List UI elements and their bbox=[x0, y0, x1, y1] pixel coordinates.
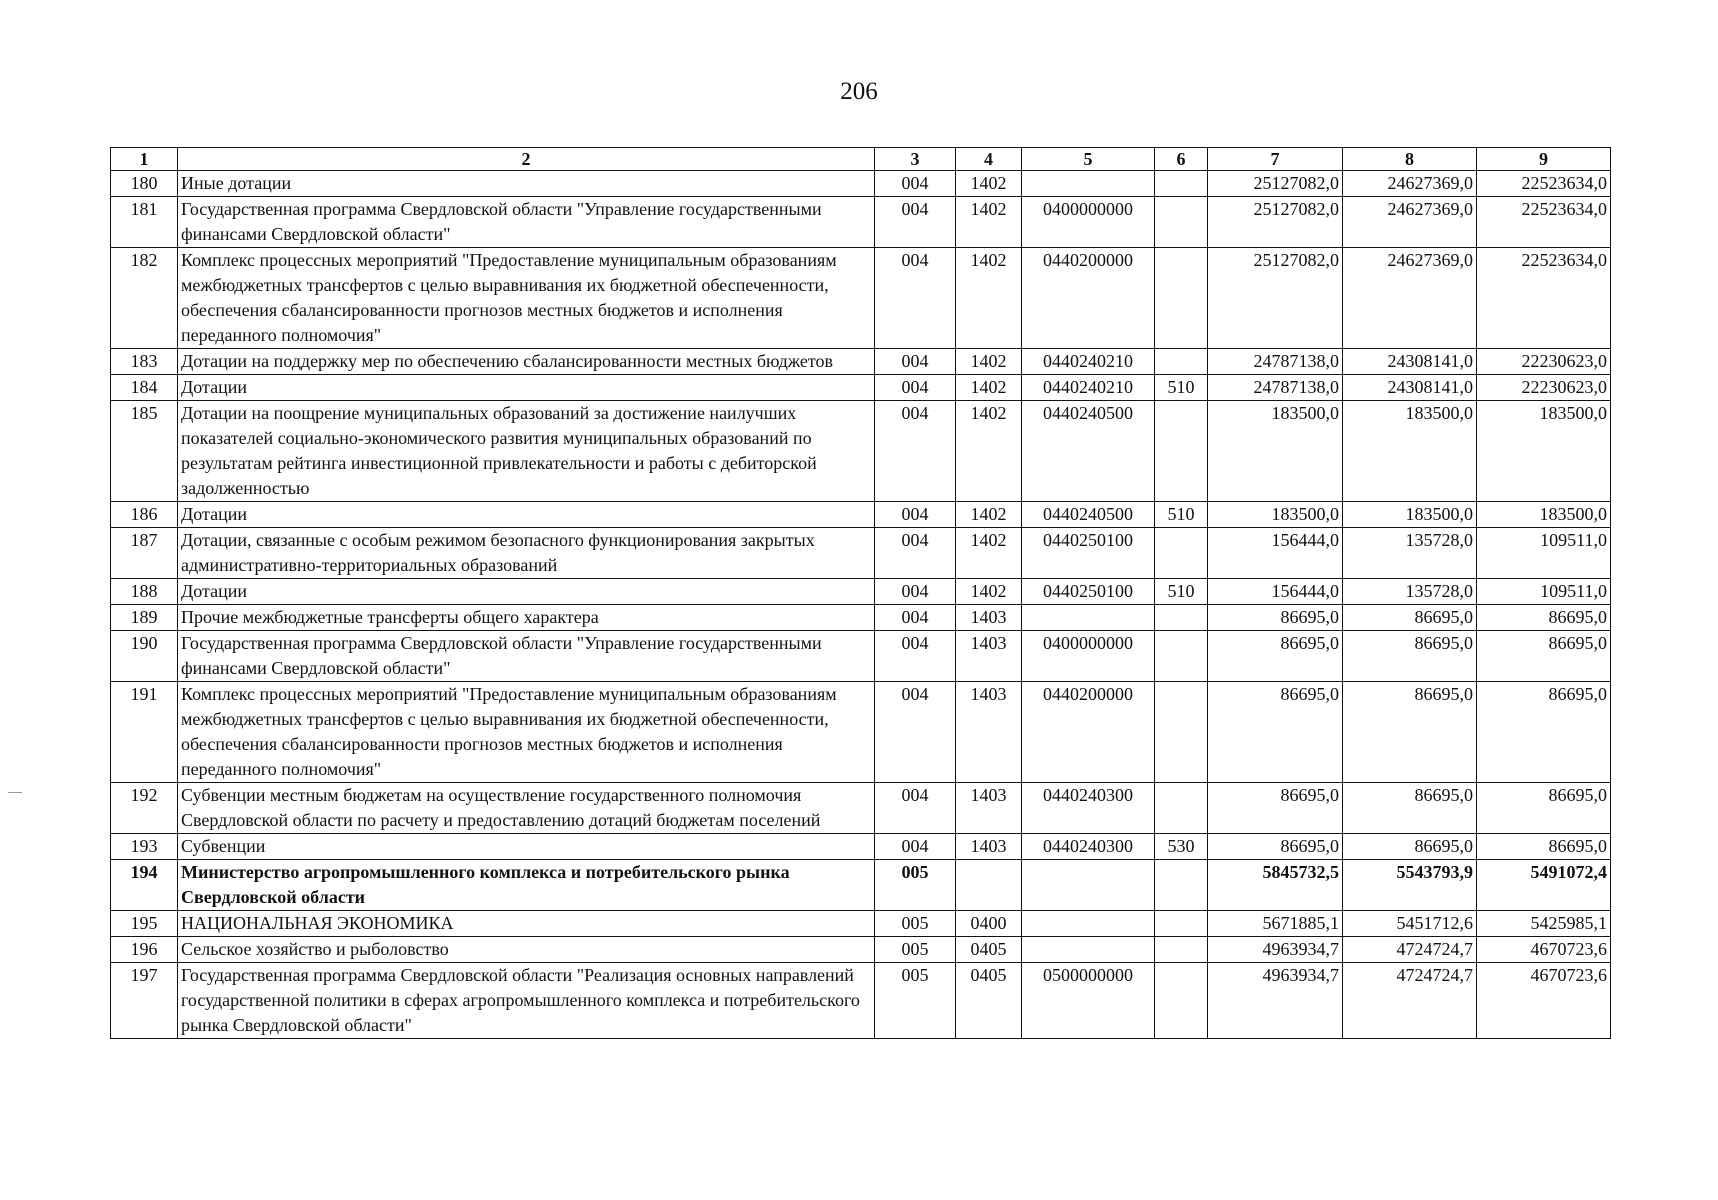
expense-type-code: 510 bbox=[1155, 579, 1208, 605]
ministry-code: 004 bbox=[875, 401, 956, 502]
amount-col-7: 86695,0 bbox=[1208, 834, 1343, 860]
target-article-code: 0440200000 bbox=[1022, 682, 1155, 783]
amount-col-7: 183500,0 bbox=[1208, 401, 1343, 502]
table-row bbox=[111, 860, 1611, 911]
amount-col-8: 4724724,7 bbox=[1343, 937, 1477, 963]
table-header-row bbox=[111, 148, 1611, 171]
amount-col-7: 24787138,0 bbox=[1208, 375, 1343, 401]
table-row bbox=[111, 248, 1611, 349]
amount-col-7: 86695,0 bbox=[1208, 631, 1343, 682]
table-row bbox=[111, 502, 1611, 528]
amount-col-9: 183500,0 bbox=[1477, 502, 1611, 528]
amount-col-9: 5491072,4 bbox=[1477, 860, 1611, 911]
table-row bbox=[111, 579, 1611, 605]
column-header-5: 5 bbox=[1022, 148, 1155, 171]
section-code: 1403 bbox=[956, 783, 1022, 834]
amount-col-7: 25127082,0 bbox=[1208, 197, 1343, 248]
table-row bbox=[111, 631, 1611, 682]
row-number: 187 bbox=[111, 528, 178, 579]
expense-type-code: 510 bbox=[1155, 375, 1208, 401]
amount-col-9: 86695,0 bbox=[1477, 834, 1611, 860]
section-code: 1402 bbox=[956, 197, 1022, 248]
table-row bbox=[111, 528, 1611, 579]
amount-col-8: 86695,0 bbox=[1343, 783, 1477, 834]
row-number: 181 bbox=[111, 197, 178, 248]
ministry-code: 005 bbox=[875, 963, 956, 1039]
expense-type-code bbox=[1155, 528, 1208, 579]
amount-col-8: 86695,0 bbox=[1343, 682, 1477, 783]
ministry-code: 004 bbox=[875, 502, 956, 528]
target-article-code: 0440240210 bbox=[1022, 349, 1155, 375]
row-name: Комплекс процессных мероприятий "Предоставление муниципальным образованиям межбюджетных трансфертов с целью выравнивания их бюджетной обеспеченности, обеспечения сбалансированности прогнозов местных бюджетов и исполнения переданного полномочия" bbox=[178, 248, 875, 349]
section-code: 1403 bbox=[956, 682, 1022, 783]
target-article-code bbox=[1022, 171, 1155, 197]
expense-type-code: 510 bbox=[1155, 502, 1208, 528]
ministry-code: 004 bbox=[875, 579, 956, 605]
ministry-code: 004 bbox=[875, 605, 956, 631]
ministry-code: 004 bbox=[875, 783, 956, 834]
ministry-code: 005 bbox=[875, 911, 956, 937]
row-name: Прочие межбюджетные трансферты общего характера bbox=[178, 605, 875, 631]
expense-type-code bbox=[1155, 197, 1208, 248]
section-code bbox=[956, 860, 1022, 911]
section-code: 1403 bbox=[956, 631, 1022, 682]
row-name: Субвенции bbox=[178, 834, 875, 860]
section-code: 1402 bbox=[956, 349, 1022, 375]
amount-col-9: 22230623,0 bbox=[1477, 375, 1611, 401]
amount-col-8: 183500,0 bbox=[1343, 401, 1477, 502]
ministry-code: 004 bbox=[875, 834, 956, 860]
target-article-code: 0400000000 bbox=[1022, 197, 1155, 248]
row-name: Дотации bbox=[178, 375, 875, 401]
section-code: 1402 bbox=[956, 171, 1022, 197]
table-row bbox=[111, 171, 1611, 197]
amount-col-8: 24627369,0 bbox=[1343, 248, 1477, 349]
section-code: 1402 bbox=[956, 528, 1022, 579]
row-number: 190 bbox=[111, 631, 178, 682]
ministry-code: 004 bbox=[875, 349, 956, 375]
row-number: 196 bbox=[111, 937, 178, 963]
amount-col-7: 86695,0 bbox=[1208, 605, 1343, 631]
target-article-code: 0440250100 bbox=[1022, 579, 1155, 605]
table-row bbox=[111, 911, 1611, 937]
budget-table bbox=[110, 147, 1611, 1039]
row-number: 194 bbox=[111, 860, 178, 911]
amount-col-9: 109511,0 bbox=[1477, 528, 1611, 579]
amount-col-9: 4670723,6 bbox=[1477, 963, 1611, 1039]
amount-col-9: 183500,0 bbox=[1477, 401, 1611, 502]
section-code: 1402 bbox=[956, 579, 1022, 605]
table-row bbox=[111, 375, 1611, 401]
column-header-9: 9 bbox=[1477, 148, 1611, 171]
column-header-6: 6 bbox=[1155, 148, 1208, 171]
expense-type-code bbox=[1155, 682, 1208, 783]
expense-type-code: 530 bbox=[1155, 834, 1208, 860]
amount-col-8: 24308141,0 bbox=[1343, 375, 1477, 401]
expense-type-code bbox=[1155, 783, 1208, 834]
expense-type-code bbox=[1155, 631, 1208, 682]
target-article-code: 0500000000 bbox=[1022, 963, 1155, 1039]
row-name: Комплекс процессных мероприятий "Предоставление муниципальным образованиям межбюджетных трансфертов с целью выравнивания их бюджетной обеспеченности, обеспечения сбалансированности прогнозов местных бюджетов и исполнения переданного полномочия" bbox=[178, 682, 875, 783]
amount-col-8: 183500,0 bbox=[1343, 502, 1477, 528]
section-code: 0405 bbox=[956, 937, 1022, 963]
amount-col-7: 183500,0 bbox=[1208, 502, 1343, 528]
row-number: 186 bbox=[111, 502, 178, 528]
amount-col-7: 5671885,1 bbox=[1208, 911, 1343, 937]
row-name: Государственная программа Свердловской области "Управление государственными финансами Свердловской области" bbox=[178, 197, 875, 248]
row-number: 189 bbox=[111, 605, 178, 631]
row-name: Государственная программа Свердловской области "Реализация основных направлений государственной политики в сферах агропромышленного комплекса и потребительского рынка Свердловской области" bbox=[178, 963, 875, 1039]
amount-col-9: 22230623,0 bbox=[1477, 349, 1611, 375]
ministry-code: 004 bbox=[875, 248, 956, 349]
amount-col-7: 86695,0 bbox=[1208, 682, 1343, 783]
amount-col-8: 86695,0 bbox=[1343, 605, 1477, 631]
section-code: 1402 bbox=[956, 375, 1022, 401]
row-number: 180 bbox=[111, 171, 178, 197]
row-number: 193 bbox=[111, 834, 178, 860]
section-code: 1403 bbox=[956, 834, 1022, 860]
column-header-3: 3 bbox=[875, 148, 956, 171]
amount-col-7: 24787138,0 bbox=[1208, 349, 1343, 375]
row-number: 182 bbox=[111, 248, 178, 349]
row-name: Дотации, связанные с особым режимом безопасного функционирования закрытых административно-территориальных образований bbox=[178, 528, 875, 579]
row-name: Государственная программа Свердловской области "Управление государственными финансами Свердловской области" bbox=[178, 631, 875, 682]
expense-type-code bbox=[1155, 248, 1208, 349]
section-code: 1403 bbox=[956, 605, 1022, 631]
amount-col-7: 25127082,0 bbox=[1208, 248, 1343, 349]
row-number: 192 bbox=[111, 783, 178, 834]
ministry-code: 004 bbox=[875, 197, 956, 248]
amount-col-9: 22523634,0 bbox=[1477, 248, 1611, 349]
expense-type-code bbox=[1155, 911, 1208, 937]
table-row bbox=[111, 937, 1611, 963]
target-article-code: 0440240500 bbox=[1022, 401, 1155, 502]
target-article-code: 0440240210 bbox=[1022, 375, 1155, 401]
page-number: 206 bbox=[840, 78, 878, 105]
amount-col-9: 5425985,1 bbox=[1477, 911, 1611, 937]
amount-col-9: 86695,0 bbox=[1477, 631, 1611, 682]
amount-col-7: 25127082,0 bbox=[1208, 171, 1343, 197]
table-row bbox=[111, 682, 1611, 783]
column-header-8: 8 bbox=[1343, 148, 1477, 171]
amount-col-9: 109511,0 bbox=[1477, 579, 1611, 605]
amount-col-7: 4963934,7 bbox=[1208, 937, 1343, 963]
amount-col-9: 86695,0 bbox=[1477, 605, 1611, 631]
row-name: Субвенции местным бюджетам на осуществление государственного полномочия Свердловской области по расчету и предоставлению дотаций бюджетам поселений bbox=[178, 783, 875, 834]
row-number: 195 bbox=[111, 911, 178, 937]
amount-col-8: 24627369,0 bbox=[1343, 197, 1477, 248]
scan-artifact-mark bbox=[8, 792, 22, 793]
section-code: 0405 bbox=[956, 963, 1022, 1039]
expense-type-code bbox=[1155, 963, 1208, 1039]
amount-col-7: 156444,0 bbox=[1208, 528, 1343, 579]
expense-type-code bbox=[1155, 401, 1208, 502]
row-number: 188 bbox=[111, 579, 178, 605]
row-number: 184 bbox=[111, 375, 178, 401]
table-row bbox=[111, 783, 1611, 834]
target-article-code: 0440250100 bbox=[1022, 528, 1155, 579]
amount-col-8: 5543793,9 bbox=[1343, 860, 1477, 911]
column-header-7: 7 bbox=[1208, 148, 1343, 171]
target-article-code: 0440240300 bbox=[1022, 834, 1155, 860]
row-number: 197 bbox=[111, 963, 178, 1039]
row-name: Иные дотации bbox=[178, 171, 875, 197]
ministry-code: 005 bbox=[875, 937, 956, 963]
expense-type-code bbox=[1155, 860, 1208, 911]
table-row bbox=[111, 834, 1611, 860]
amount-col-8: 4724724,7 bbox=[1343, 963, 1477, 1039]
amount-col-7: 4963934,7 bbox=[1208, 963, 1343, 1039]
target-article-code: 0440240300 bbox=[1022, 783, 1155, 834]
expense-type-code bbox=[1155, 349, 1208, 375]
amount-col-8: 24627369,0 bbox=[1343, 171, 1477, 197]
table-body bbox=[111, 171, 1611, 1039]
amount-col-8: 5451712,6 bbox=[1343, 911, 1477, 937]
amount-col-8: 24308141,0 bbox=[1343, 349, 1477, 375]
table-row bbox=[111, 963, 1611, 1039]
expense-type-code bbox=[1155, 171, 1208, 197]
ministry-code: 004 bbox=[875, 682, 956, 783]
table-row bbox=[111, 605, 1611, 631]
target-article-code bbox=[1022, 911, 1155, 937]
row-name: Дотации bbox=[178, 579, 875, 605]
section-code: 1402 bbox=[956, 248, 1022, 349]
amount-col-9: 86695,0 bbox=[1477, 783, 1611, 834]
table-row bbox=[111, 401, 1611, 502]
amount-col-7: 5845732,5 bbox=[1208, 860, 1343, 911]
target-article-code: 0400000000 bbox=[1022, 631, 1155, 682]
section-code: 1402 bbox=[956, 502, 1022, 528]
target-article-code bbox=[1022, 937, 1155, 963]
row-name: Дотации на поддержку мер по обеспечению сбалансированности местных бюджетов bbox=[178, 349, 875, 375]
section-code: 0400 bbox=[956, 911, 1022, 937]
amount-col-8: 135728,0 bbox=[1343, 579, 1477, 605]
row-number: 191 bbox=[111, 682, 178, 783]
row-name: Дотации bbox=[178, 502, 875, 528]
amount-col-9: 86695,0 bbox=[1477, 682, 1611, 783]
amount-col-8: 86695,0 bbox=[1343, 834, 1477, 860]
row-name: Дотации на поощрение муниципальных образований за достижение наилучших показателей социально-экономического развития муниципальных образований по результатам рейтинга инвестиционной привлекательности и работы с дебиторской задолженностью bbox=[178, 401, 875, 502]
target-article-code: 0440200000 bbox=[1022, 248, 1155, 349]
amount-col-9: 22523634,0 bbox=[1477, 171, 1611, 197]
expense-type-code bbox=[1155, 937, 1208, 963]
ministry-code: 004 bbox=[875, 375, 956, 401]
column-header-2: 2 bbox=[178, 148, 875, 171]
row-name: Сельское хозяйство и рыболовство bbox=[178, 937, 875, 963]
row-number: 183 bbox=[111, 349, 178, 375]
amount-col-7: 86695,0 bbox=[1208, 783, 1343, 834]
row-name: Министерство агропромышленного комплекса и потребительского рынка Свердловской области bbox=[178, 860, 875, 911]
ministry-code: 004 bbox=[875, 631, 956, 682]
table-row bbox=[111, 197, 1611, 248]
ministry-code: 005 bbox=[875, 860, 956, 911]
target-article-code bbox=[1022, 860, 1155, 911]
column-header-1: 1 bbox=[111, 148, 178, 171]
target-article-code: 0440240500 bbox=[1022, 502, 1155, 528]
row-number: 185 bbox=[111, 401, 178, 502]
table-row bbox=[111, 349, 1611, 375]
amount-col-7: 156444,0 bbox=[1208, 579, 1343, 605]
column-header-4: 4 bbox=[956, 148, 1022, 171]
expense-type-code bbox=[1155, 605, 1208, 631]
amount-col-9: 22523634,0 bbox=[1477, 197, 1611, 248]
ministry-code: 004 bbox=[875, 171, 956, 197]
ministry-code: 004 bbox=[875, 528, 956, 579]
amount-col-9: 4670723,6 bbox=[1477, 937, 1611, 963]
target-article-code bbox=[1022, 605, 1155, 631]
row-name: НАЦИОНАЛЬНАЯ ЭКОНОМИКА bbox=[178, 911, 875, 937]
amount-col-8: 86695,0 bbox=[1343, 631, 1477, 682]
section-code: 1402 bbox=[956, 401, 1022, 502]
amount-col-8: 135728,0 bbox=[1343, 528, 1477, 579]
